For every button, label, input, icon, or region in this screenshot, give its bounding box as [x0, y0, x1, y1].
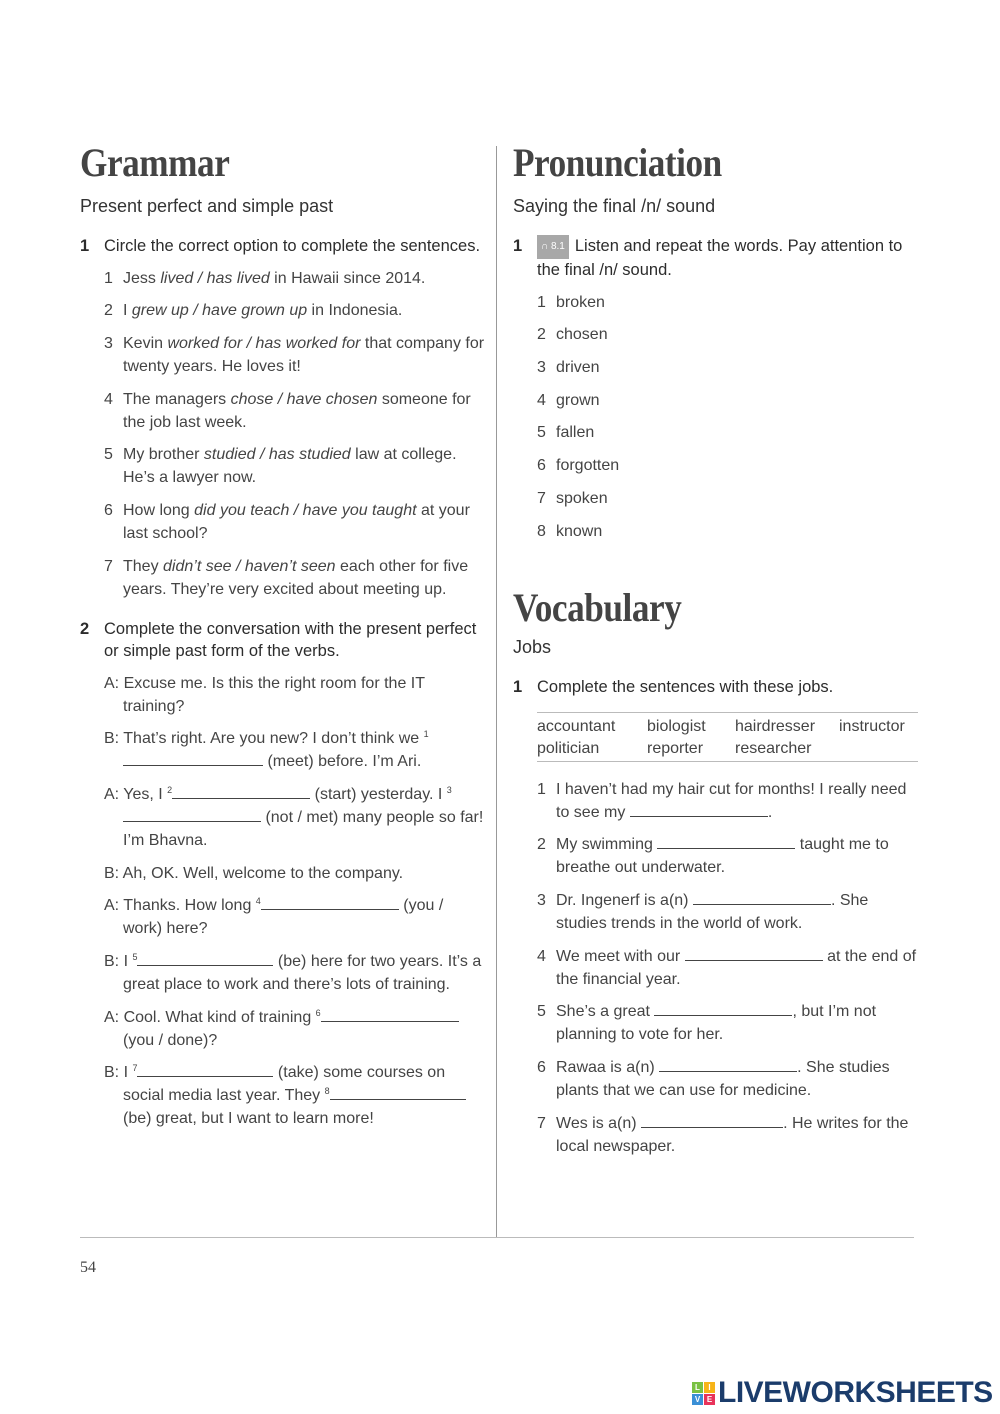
logo-letter-square: L [692, 1382, 703, 1393]
word-item [537, 323, 918, 346]
text-segment: B: I [104, 1064, 133, 1082]
exercise-number: 1 [513, 237, 523, 255]
conversation-line [104, 862, 485, 885]
text-segment: My brother [123, 446, 204, 464]
text-segment: that company for twenty years. He loves it! [123, 335, 485, 376]
item-text [556, 1056, 918, 1102]
list-item [537, 1000, 918, 1046]
text-segment: in Hawaii since 2014. [269, 269, 426, 287]
answer-blank[interactable] [659, 1057, 797, 1072]
conversation-line [104, 950, 485, 996]
text-segment: We meet with our [556, 947, 685, 965]
item-text [123, 555, 485, 601]
text-segment: B: Ah, OK. Well, welcome to the company. [104, 864, 404, 882]
audio-track-label: 8.1 [550, 241, 565, 252]
answer-blank[interactable] [630, 802, 768, 817]
text-segment: someone for the job last week. [123, 390, 471, 431]
answer-blank[interactable] [654, 1001, 792, 1016]
text-segment: Rawaa is a(n) [556, 1058, 660, 1076]
logo-text: LIVEWORKSHEETS [718, 1376, 993, 1409]
right-column [513, 140, 918, 1158]
item-number: 1 [104, 269, 113, 287]
text-segment: (be) great, but I want to learn more! [123, 1110, 374, 1128]
text-segment: . [767, 803, 773, 821]
grammar-exercise-1-items [104, 267, 485, 601]
grammar-column [80, 140, 485, 1130]
answer-blank[interactable] [123, 751, 263, 766]
text-segment: A: Yes, I [104, 785, 168, 803]
text-segment: (you / done)? [123, 1031, 218, 1049]
headphones-icon[interactable]: ∩ 8.1 [537, 235, 569, 259]
exercise-number: 1 [513, 677, 523, 696]
word: fallen [556, 424, 595, 442]
job-word: biologist [647, 717, 706, 735]
liveworksheets-logo [692, 1376, 993, 1410]
text-segment: taught me to breathe out underwater. [556, 836, 889, 877]
gap-number: 6 [315, 1007, 321, 1018]
item-number: 1 [537, 293, 546, 311]
word: driven [556, 359, 600, 377]
grammar-exercise-1-heading [80, 235, 485, 257]
list-item [537, 1056, 918, 1102]
text-segment: (take) some courses on social media last year. They [123, 1064, 446, 1105]
item-number: 7 [537, 489, 546, 507]
item-text [556, 945, 918, 991]
list-item [104, 267, 485, 290]
text-segment: Jess [123, 269, 161, 287]
answer-options[interactable]: did you teach / have you taught [194, 502, 417, 520]
item-number: 8 [537, 522, 546, 540]
item-number: 3 [537, 359, 546, 377]
text-segment: (start) yesterday. I [310, 785, 447, 803]
page-number: 54 [80, 1259, 96, 1276]
gap-number: 3 [446, 784, 452, 795]
list-item [537, 945, 918, 991]
text-segment: at your last school? [123, 502, 470, 543]
text-segment: Dr. Ingenerf is a(n) [556, 891, 693, 909]
text-segment: The managers [123, 390, 231, 408]
text-segment: Wes is a(n) [556, 1114, 642, 1132]
answer-blank[interactable] [330, 1085, 466, 1100]
logo-letter-square: V [692, 1394, 703, 1405]
item-number: 5 [104, 446, 113, 464]
footer-rule [80, 1237, 914, 1238]
gap-number: 8 [324, 1086, 330, 1097]
answer-blank[interactable] [137, 1062, 273, 1077]
text-segment: I [123, 302, 132, 320]
word-item [537, 520, 918, 543]
gap-number: 2 [167, 784, 173, 795]
conversation-line [104, 727, 485, 773]
item-text [556, 889, 918, 935]
text-segment: Kevin [123, 335, 168, 353]
item-text [123, 499, 485, 545]
exercise-instruction: Complete the conversation with the present perfect or simple past form of the verbs. [104, 619, 477, 660]
answer-options[interactable]: studied / has studied [203, 446, 351, 464]
answer-blank[interactable] [172, 784, 310, 799]
text-segment: . He writes for the local newspaper. [556, 1114, 909, 1155]
logo-letter-square: E [704, 1394, 715, 1405]
job-word: instructor [839, 717, 905, 735]
grammar-exercise-2-heading [80, 618, 485, 662]
conversation [104, 672, 485, 1131]
item-text [123, 299, 485, 322]
text-segment: I haven’t had my hair cut for months! I really need to see my [556, 780, 907, 821]
item-text [556, 778, 918, 824]
text-segment: at the end of the financial year. [556, 947, 917, 988]
word-list [537, 291, 918, 543]
gap-number: 4 [255, 896, 261, 907]
gap-number: 5 [132, 951, 138, 962]
job-word: reporter [647, 739, 704, 757]
item-number: 4 [104, 390, 113, 408]
item-text [123, 388, 485, 434]
text-segment: (you / work) here? [123, 897, 444, 938]
exercise-number: 2 [80, 619, 90, 638]
text-segment: They [123, 557, 164, 575]
text-segment: (be) here for two years. It’s a great place to work and there’s lots of training. [123, 952, 482, 993]
item-number: 2 [537, 836, 546, 854]
text-segment: How long [123, 502, 195, 520]
item-number: 2 [537, 326, 546, 344]
pronunciation-title: Pronunciation [513, 140, 722, 185]
job-word: politician [537, 739, 600, 757]
list-item [104, 388, 485, 434]
vocabulary-exercise-1-heading [513, 676, 918, 698]
item-number: 3 [104, 335, 113, 353]
text-segment: in Indonesia. [307, 302, 403, 320]
gap-number: 7 [132, 1063, 138, 1074]
exercise-instruction: Complete the sentences with these jobs. [537, 677, 834, 696]
word-item [537, 454, 918, 477]
text-segment: . She studies trends in the world of work. [556, 891, 869, 932]
exercise-number: 1 [80, 237, 90, 255]
job-word: researcher [735, 739, 812, 757]
conversation-line [104, 783, 485, 852]
vocabulary-exercise-1-items [537, 778, 918, 1158]
word-item [537, 389, 918, 412]
word-item [537, 421, 918, 444]
item-text [556, 833, 918, 879]
word-item [537, 356, 918, 379]
conversation-line [104, 894, 485, 940]
pronunciation-exercise-1-heading [513, 235, 918, 281]
text-segment: A: Excuse me. Is this the right room for the IT training? [104, 674, 425, 715]
item-number: 6 [537, 457, 546, 475]
word-item [537, 291, 918, 314]
logo-squares [692, 1382, 715, 1405]
item-number: 1 [537, 780, 546, 798]
conversation-line [104, 1006, 485, 1052]
answer-blank[interactable] [693, 890, 831, 905]
text-segment: B: That’s right. Are you new? I don’t think we [104, 730, 424, 748]
exercise-instruction: Listen and repeat the words. Pay attention to the final /n/ sound. [537, 237, 903, 279]
answer-blank[interactable] [685, 946, 823, 961]
text-segment: (not / met) many people so far! I’m Bhavna. [123, 808, 484, 849]
text-segment: each other for five years. They’re very excited about meeting up. [123, 557, 469, 598]
answer-blank[interactable] [137, 951, 273, 966]
list-item [104, 332, 485, 378]
text-segment: My swimming [556, 836, 658, 854]
item-text [123, 443, 485, 489]
list-item [537, 1112, 918, 1158]
answer-blank[interactable] [123, 807, 261, 822]
item-text [556, 1112, 918, 1158]
text-segment: A: Thanks. How long [104, 897, 256, 915]
text-segment: , but I’m not planning to vote for her. [556, 1003, 877, 1044]
list-item [104, 555, 485, 601]
vocabulary-subtitle: Jobs [513, 636, 552, 657]
text-segment: (meet) before. I’m Ari. [263, 753, 422, 771]
grammar-subtitle: Present perfect and simple past [80, 196, 334, 216]
word: forgotten [556, 457, 620, 475]
item-text [123, 332, 485, 378]
gap-number: 1 [423, 729, 429, 740]
word: spoken [556, 489, 608, 507]
answer-blank[interactable] [261, 895, 399, 910]
pronunciation-subtitle: Saying the final /n/ sound [513, 196, 716, 216]
text-segment: She’s a great [556, 1003, 655, 1021]
list-item [537, 889, 918, 935]
item-number: 4 [537, 947, 546, 965]
word: known [556, 522, 603, 540]
item-number: 2 [104, 302, 113, 320]
answer-options[interactable]: grew up / have grown up [131, 302, 308, 320]
item-number: 5 [537, 1003, 546, 1021]
job-word: hairdresser [735, 717, 816, 735]
answer-options[interactable]: chose / have chosen [230, 390, 378, 408]
item-number: 7 [104, 557, 113, 575]
answer-options[interactable]: worked for / has worked for [167, 335, 361, 353]
word: grown [556, 391, 600, 409]
list-item [104, 299, 485, 322]
text-segment: A: Cool. What kind of training [104, 1008, 316, 1026]
answer-blank[interactable] [321, 1007, 459, 1022]
answer-options[interactable]: didn’t see / haven’t seen [163, 557, 336, 575]
conversation-line [104, 672, 485, 718]
column-divider [496, 146, 497, 1238]
word-item [537, 487, 918, 510]
item-number: 4 [537, 391, 546, 409]
answer-blank[interactable] [641, 1113, 783, 1128]
conversation-line [104, 1061, 485, 1130]
job-word: accountant [537, 717, 616, 735]
vocabulary-title: Vocabulary [513, 584, 682, 630]
list-item [104, 443, 485, 489]
job-word-box [537, 712, 918, 762]
grammar-title: Grammar [80, 140, 230, 185]
item-number: 5 [537, 424, 546, 442]
item-number: 7 [537, 1114, 546, 1132]
list-item [537, 778, 918, 824]
item-number: 6 [104, 502, 113, 520]
exercise-instruction: Circle the correct option to complete the sentences. [104, 237, 481, 255]
item-text [123, 267, 485, 290]
word: chosen [556, 326, 608, 344]
list-item [537, 833, 918, 879]
text-segment: law at college. He’s a lawyer now. [123, 446, 457, 487]
answer-blank[interactable] [657, 834, 795, 849]
item-number: 3 [537, 891, 546, 909]
word: broken [556, 293, 605, 311]
logo-letter-square: I [704, 1382, 715, 1393]
list-item [104, 499, 485, 545]
item-number: 6 [537, 1058, 546, 1076]
text-segment: B: I [104, 952, 133, 970]
item-text [556, 1000, 918, 1046]
text-segment: . She studies plants that we can use for medicine. [556, 1058, 890, 1099]
answer-options[interactable]: lived / has lived [160, 269, 270, 287]
